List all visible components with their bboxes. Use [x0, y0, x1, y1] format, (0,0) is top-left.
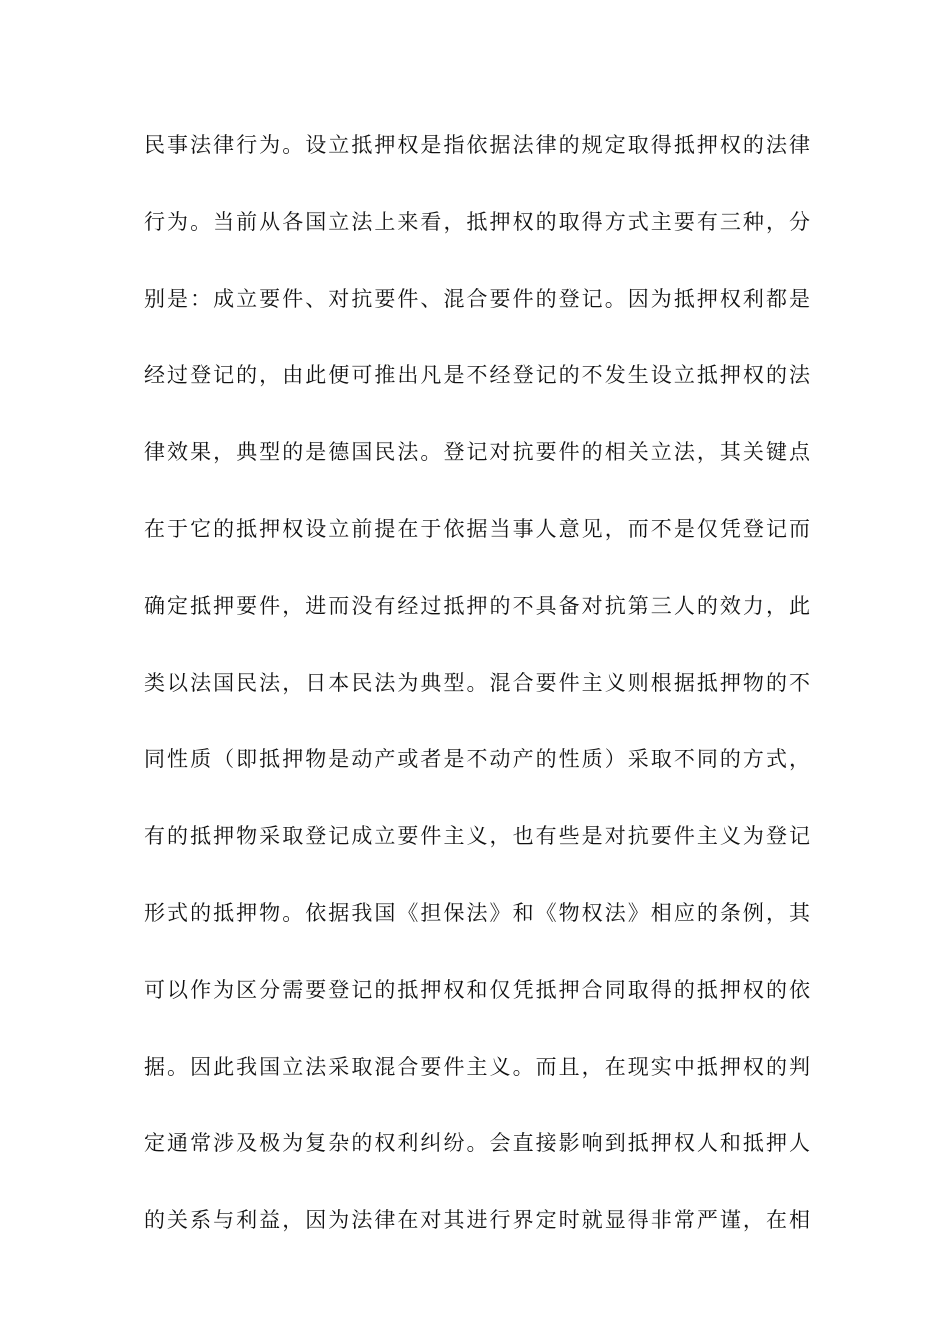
text-line: 据。因此我国立法采取混合要件主义。而且，在现实中抵押权的判 [144, 1054, 810, 1079]
text-line: 有的抵押物采取登记成立要件主义，也有些是对抗要件主义为登记 [144, 824, 810, 849]
text-line: 定通常涉及极为复杂的权利纠纷。会直接影响到抵押权人和抵押人 [144, 1131, 810, 1156]
text-line: 可以作为区分需要登记的抵押权和仅凭抵押合同取得的抵押权的依 [144, 977, 810, 1002]
text-line: 经过登记的，由此便可推出凡是不经登记的不发生设立抵押权的法 [144, 363, 810, 388]
text-line: 确定抵押要件，进而没有经过抵押的不具备对抗第三人的效力，此 [144, 593, 810, 618]
text-line: 形式的抵押物。依据我国《担保法》和《物权法》相应的条例，其 [144, 900, 810, 925]
text-line: 类以法国民法，日本民法为典型。混合要件主义则根据抵押物的不 [144, 670, 810, 695]
text-line: 律效果，典型的是德国民法。登记对抗要件的相关立法，其关键点 [144, 440, 810, 465]
text-line: 行为。当前从各国立法上来看，抵押权的取得方式主要有三种，分 [144, 209, 810, 234]
text-line: 同性质（即抵押物是动产或者是不动产的性质）采取不同的方式， [144, 747, 810, 772]
text-line: 的关系与利益，因为法律在对其进行界定时就显得非常严谨，在相 [144, 1208, 810, 1233]
body-text [144, 119, 810, 1246]
text-line: 别是：成立要件、对抗要件、混合要件的登记。因为抵押权利都是 [144, 286, 810, 311]
text-line: 在于它的抵押权设立前提在于依据当事人意见，而不是仅凭登记而 [144, 516, 810, 541]
text-line: 民事法律行为。设立抵押权是指依据法律的规定取得抵押权的法律 [144, 133, 810, 157]
